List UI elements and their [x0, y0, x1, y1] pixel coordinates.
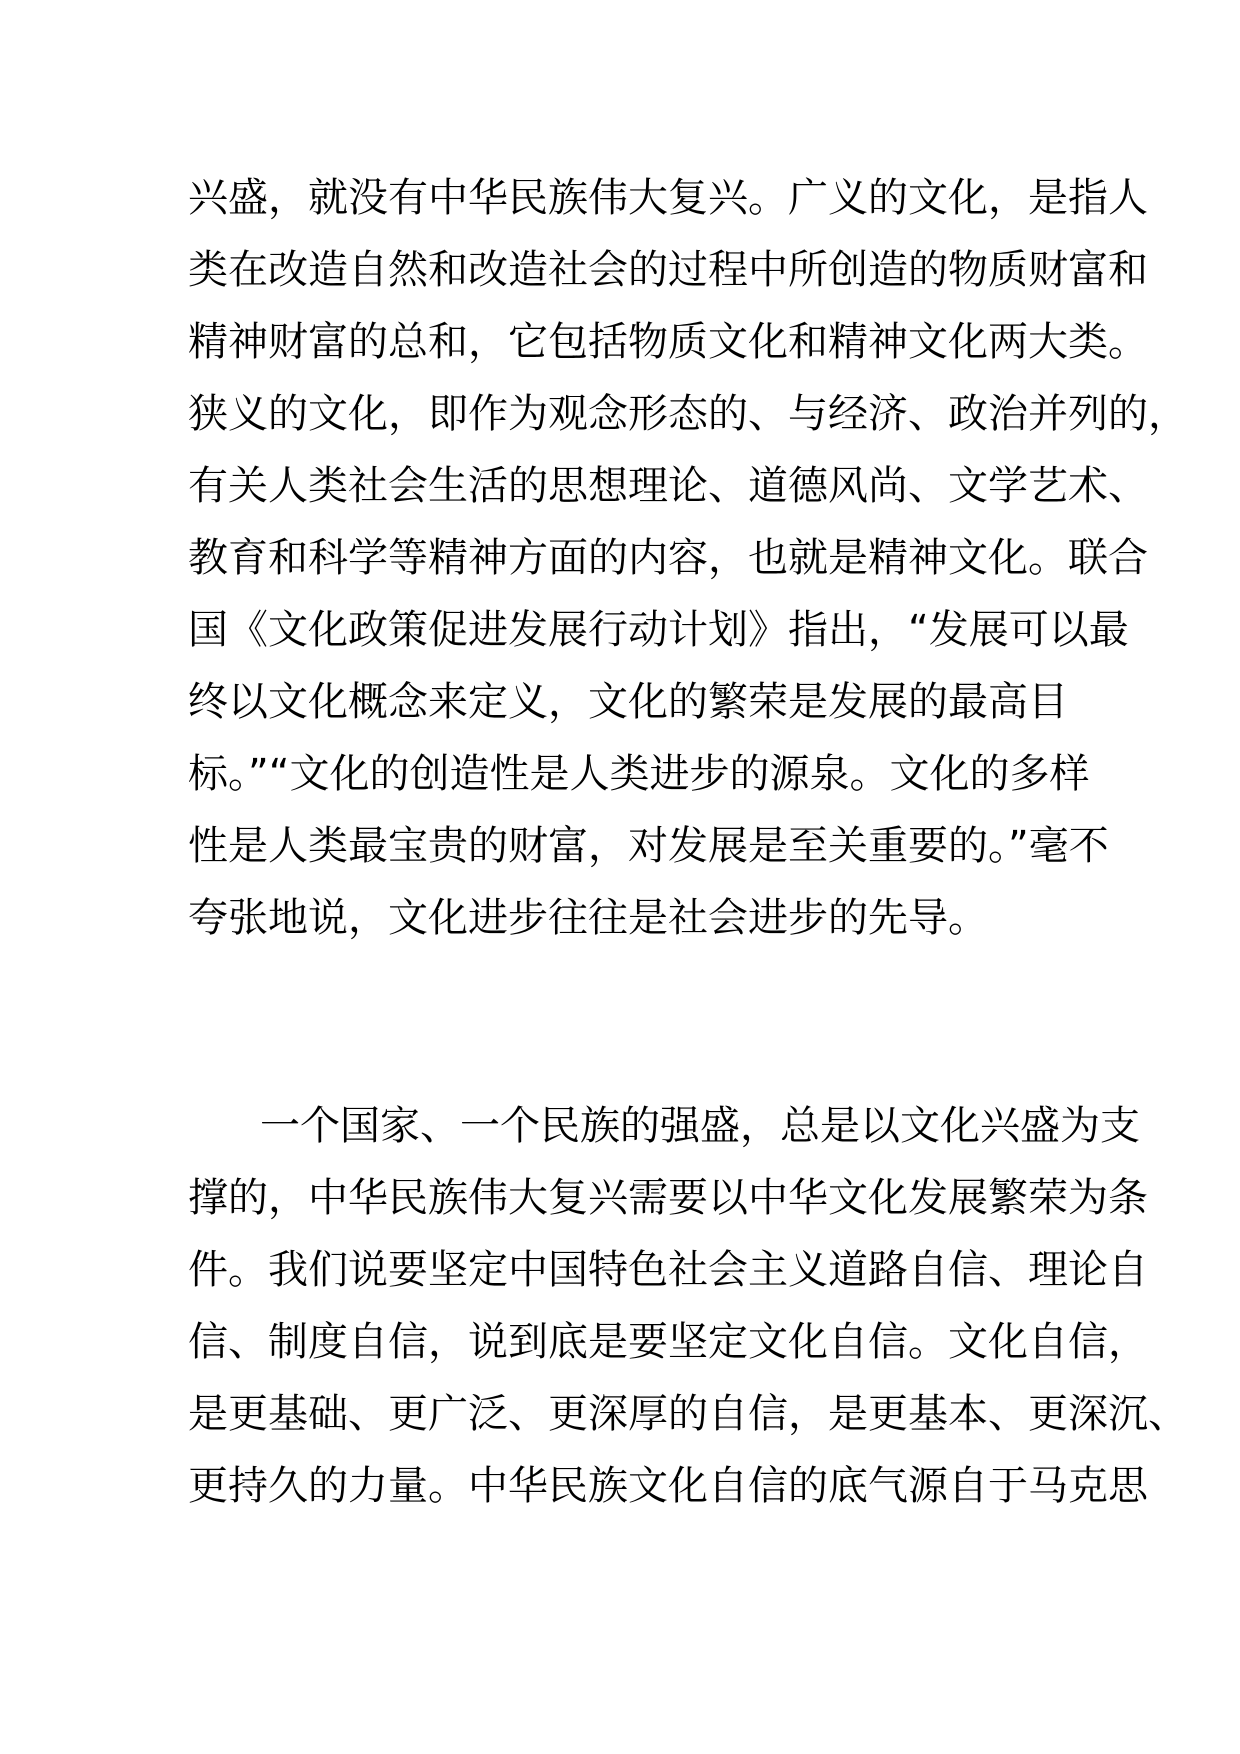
paragraph-line: 撑的，中华民族伟大复兴需要以中华文化发展繁荣为条: [188, 1175, 1148, 1221]
paragraph-line: 是更基础、更广泛、更深厚的自信，是更基本、更深沉、: [188, 1391, 1188, 1437]
paragraph-line: 教育和科学等精神方面的内容，也就是精神文化。联合: [188, 535, 1148, 581]
paragraph-line: 一个国家、一个民族的强盛，总是以文化兴盛为支: [260, 1103, 1140, 1149]
paragraph-line: 国《文化政策促进发展行动计划》指出，“发展可以最: [188, 607, 1129, 653]
paragraph-line: 兴盛，就没有中华民族伟大复兴。广义的文化，是指人: [188, 175, 1148, 221]
paragraph-line: 标。”“文化的创造性是人类进步的源泉。文化的多样: [188, 751, 1090, 797]
paragraph-line: 有关人类社会生活的思想理论、道德风尚、文学艺术、: [188, 463, 1148, 509]
paragraph-line: 类在改造自然和改造社会的过程中所创造的物质财富和: [188, 247, 1148, 293]
paragraph-line: 终以文化概念来定义，文化的繁荣是发展的最高目: [188, 679, 1068, 725]
paragraph-line: 夸张地说，文化进步往往是社会进步的先导。: [188, 895, 988, 941]
paragraph-line: 信、制度自信，说到底是要坚定文化自信。文化自信，: [188, 1319, 1148, 1365]
paragraph-line: 件。我们说要坚定中国特色社会主义道路自信、理论自: [188, 1247, 1148, 1293]
paragraph-line: 性是人类最宝贵的财富，对发展是至关重要的。”毫不: [188, 823, 1109, 869]
paragraph-line: 更持久的力量。中华民族文化自信的底气源自于马克思: [188, 1463, 1148, 1509]
paragraph-line: 精神财富的总和，它包括物质文化和精神文化两大类。: [188, 319, 1148, 365]
paragraph-line: 狭义的文化，即作为观念形态的、与经济、政治并列的，: [188, 391, 1188, 437]
